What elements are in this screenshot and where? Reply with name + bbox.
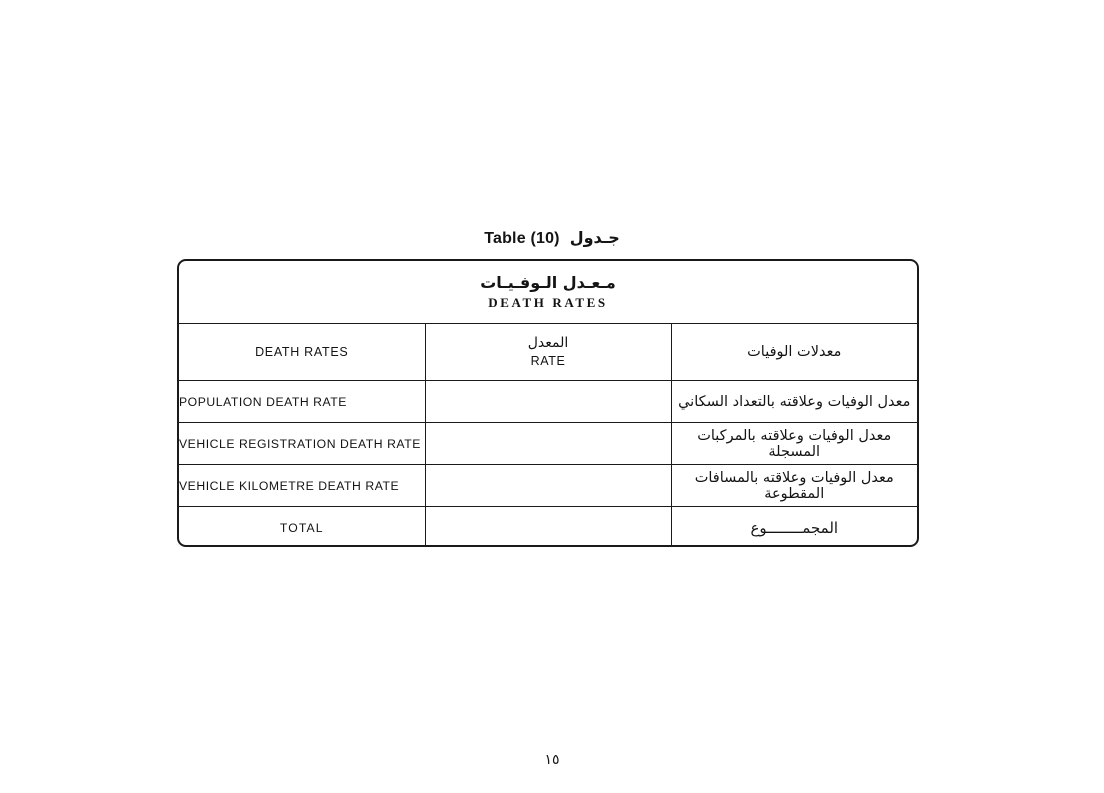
row-rate-value xyxy=(425,423,671,465)
table-caption-arabic: جـدول xyxy=(569,228,620,247)
table-row xyxy=(179,381,917,423)
row-rate-value xyxy=(425,381,671,423)
header-rate-arabic: المعدل xyxy=(527,335,569,352)
table-header-row xyxy=(179,324,917,381)
page-number: ١٥ xyxy=(544,752,560,768)
header-rate xyxy=(425,324,671,381)
total-label-english: TOTAL xyxy=(179,507,425,548)
row-label-arabic: معدل الوفيات وعلاقته بالمركبات المسجلة xyxy=(671,423,917,465)
table-caption xyxy=(0,228,1104,248)
row-rate-value xyxy=(425,465,671,507)
header-death-rates-arabic: معدلات الوفيات xyxy=(671,324,917,381)
table-total-row xyxy=(179,507,917,548)
death-rates-table xyxy=(177,259,919,547)
total-rate-value xyxy=(425,507,671,548)
row-label-english: VEHICLE REGISTRATION DEATH RATE xyxy=(179,423,425,465)
header-rate-english: RATE xyxy=(530,354,566,368)
row-label-english: POPULATION DEATH RATE xyxy=(179,381,425,423)
table-row xyxy=(179,465,917,507)
total-label-arabic: المجمــــــــوع xyxy=(671,507,917,548)
table-title-english: DEATH RATES xyxy=(488,295,608,310)
header-death-rates-english: DEATH RATES xyxy=(179,324,425,381)
row-label-arabic: معدل الوفيات وعلاقته بالتعداد السكاني xyxy=(671,381,917,423)
table-title-row xyxy=(179,261,917,324)
row-label-arabic: معدل الوفيات وعلاقته بالمسافات المقطوعة xyxy=(671,465,917,507)
table-caption-english: Table (10) xyxy=(484,230,560,247)
table-title-cell xyxy=(179,261,917,324)
table-title-arabic: مـعـدل الـوفـيـات xyxy=(480,273,616,292)
row-label-english: VEHICLE KILOMETRE DEATH RATE xyxy=(179,465,425,507)
table-row xyxy=(179,423,917,465)
